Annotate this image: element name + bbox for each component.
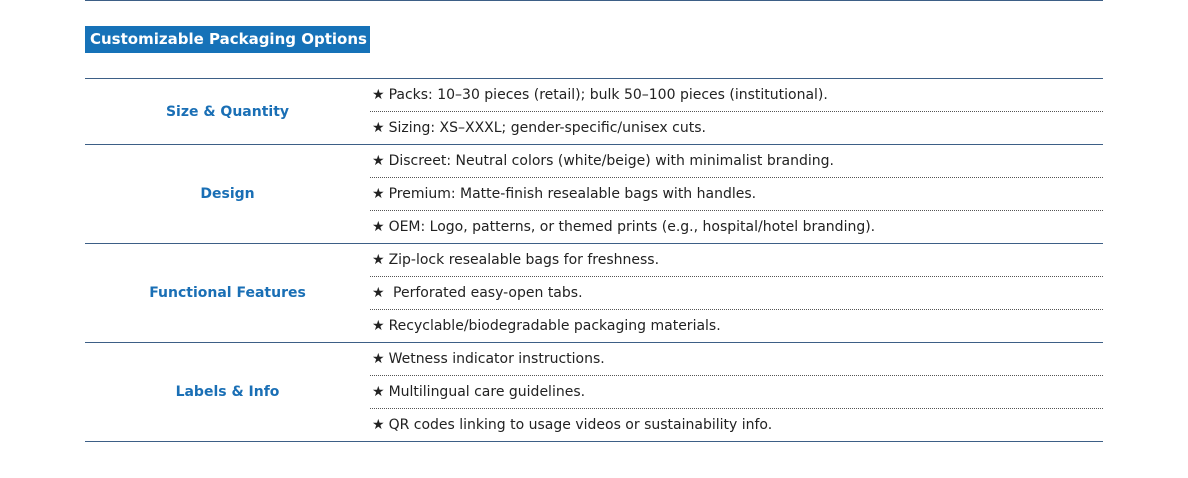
item-text: OEM: Logo, patterns, or themed prints (e.g., hospital/hotel branding). (388, 219, 876, 235)
list-item (370, 409, 1103, 441)
star-icon: ★ (372, 153, 385, 169)
item-text: Sizing: XS–XXXL; gender-specific/unisex cuts. (388, 120, 706, 136)
star-icon: ★ (372, 87, 385, 103)
group-functional-features (85, 244, 1103, 343)
list-item (370, 376, 1103, 409)
group-size-quantity (85, 79, 1103, 145)
item-text: Wetness indicator instructions. (388, 351, 605, 367)
list-item (370, 244, 1103, 277)
category-label: Functional Features (149, 285, 306, 301)
star-icon: ★ (372, 285, 385, 301)
item-list (370, 145, 1103, 243)
star-icon: ★ (372, 417, 385, 433)
star-icon: ★ (372, 186, 385, 202)
section-title: Customizable Packaging Options (85, 26, 370, 53)
item-text: Premium: Matte-finish resealable bags with handles. (388, 186, 757, 202)
item-text: Multilingual care guidelines. (388, 384, 586, 400)
list-item (370, 112, 1103, 144)
item-list (370, 343, 1103, 441)
star-icon: ★ (372, 351, 385, 367)
list-item (370, 211, 1103, 243)
star-icon: ★ (372, 318, 385, 334)
packaging-options-table (85, 78, 1103, 442)
item-text: Recyclable/biodegradable packaging materials. (388, 318, 721, 334)
item-text: QR codes linking to usage videos or sustainability info. (388, 417, 773, 433)
group-labels-info (85, 343, 1103, 442)
item-text: Zip-lock resealable bags for freshness. (388, 252, 660, 268)
item-text: Packs: 10–30 pieces (retail); bulk 50–100 pieces (institutional). (388, 87, 828, 103)
list-item (370, 277, 1103, 310)
category-label: Design (200, 186, 255, 202)
item-text: Perforated easy-open tabs. (388, 285, 583, 301)
list-item (370, 310, 1103, 342)
top-divider (85, 0, 1103, 1)
item-text: Discreet: Neutral colors (white/beige) with minimalist branding. (388, 153, 834, 169)
list-item (370, 178, 1103, 211)
category-label: Labels & Info (175, 384, 280, 400)
list-item (370, 145, 1103, 178)
list-item (370, 343, 1103, 376)
category-label: Size & Quantity (165, 103, 290, 120)
star-icon: ★ (372, 252, 385, 268)
star-icon: ★ (372, 384, 385, 400)
item-list (370, 244, 1103, 342)
item-list (370, 79, 1103, 144)
star-icon: ★ (372, 120, 385, 136)
list-item (370, 79, 1103, 112)
group-design (85, 145, 1103, 244)
star-icon: ★ (372, 219, 385, 235)
